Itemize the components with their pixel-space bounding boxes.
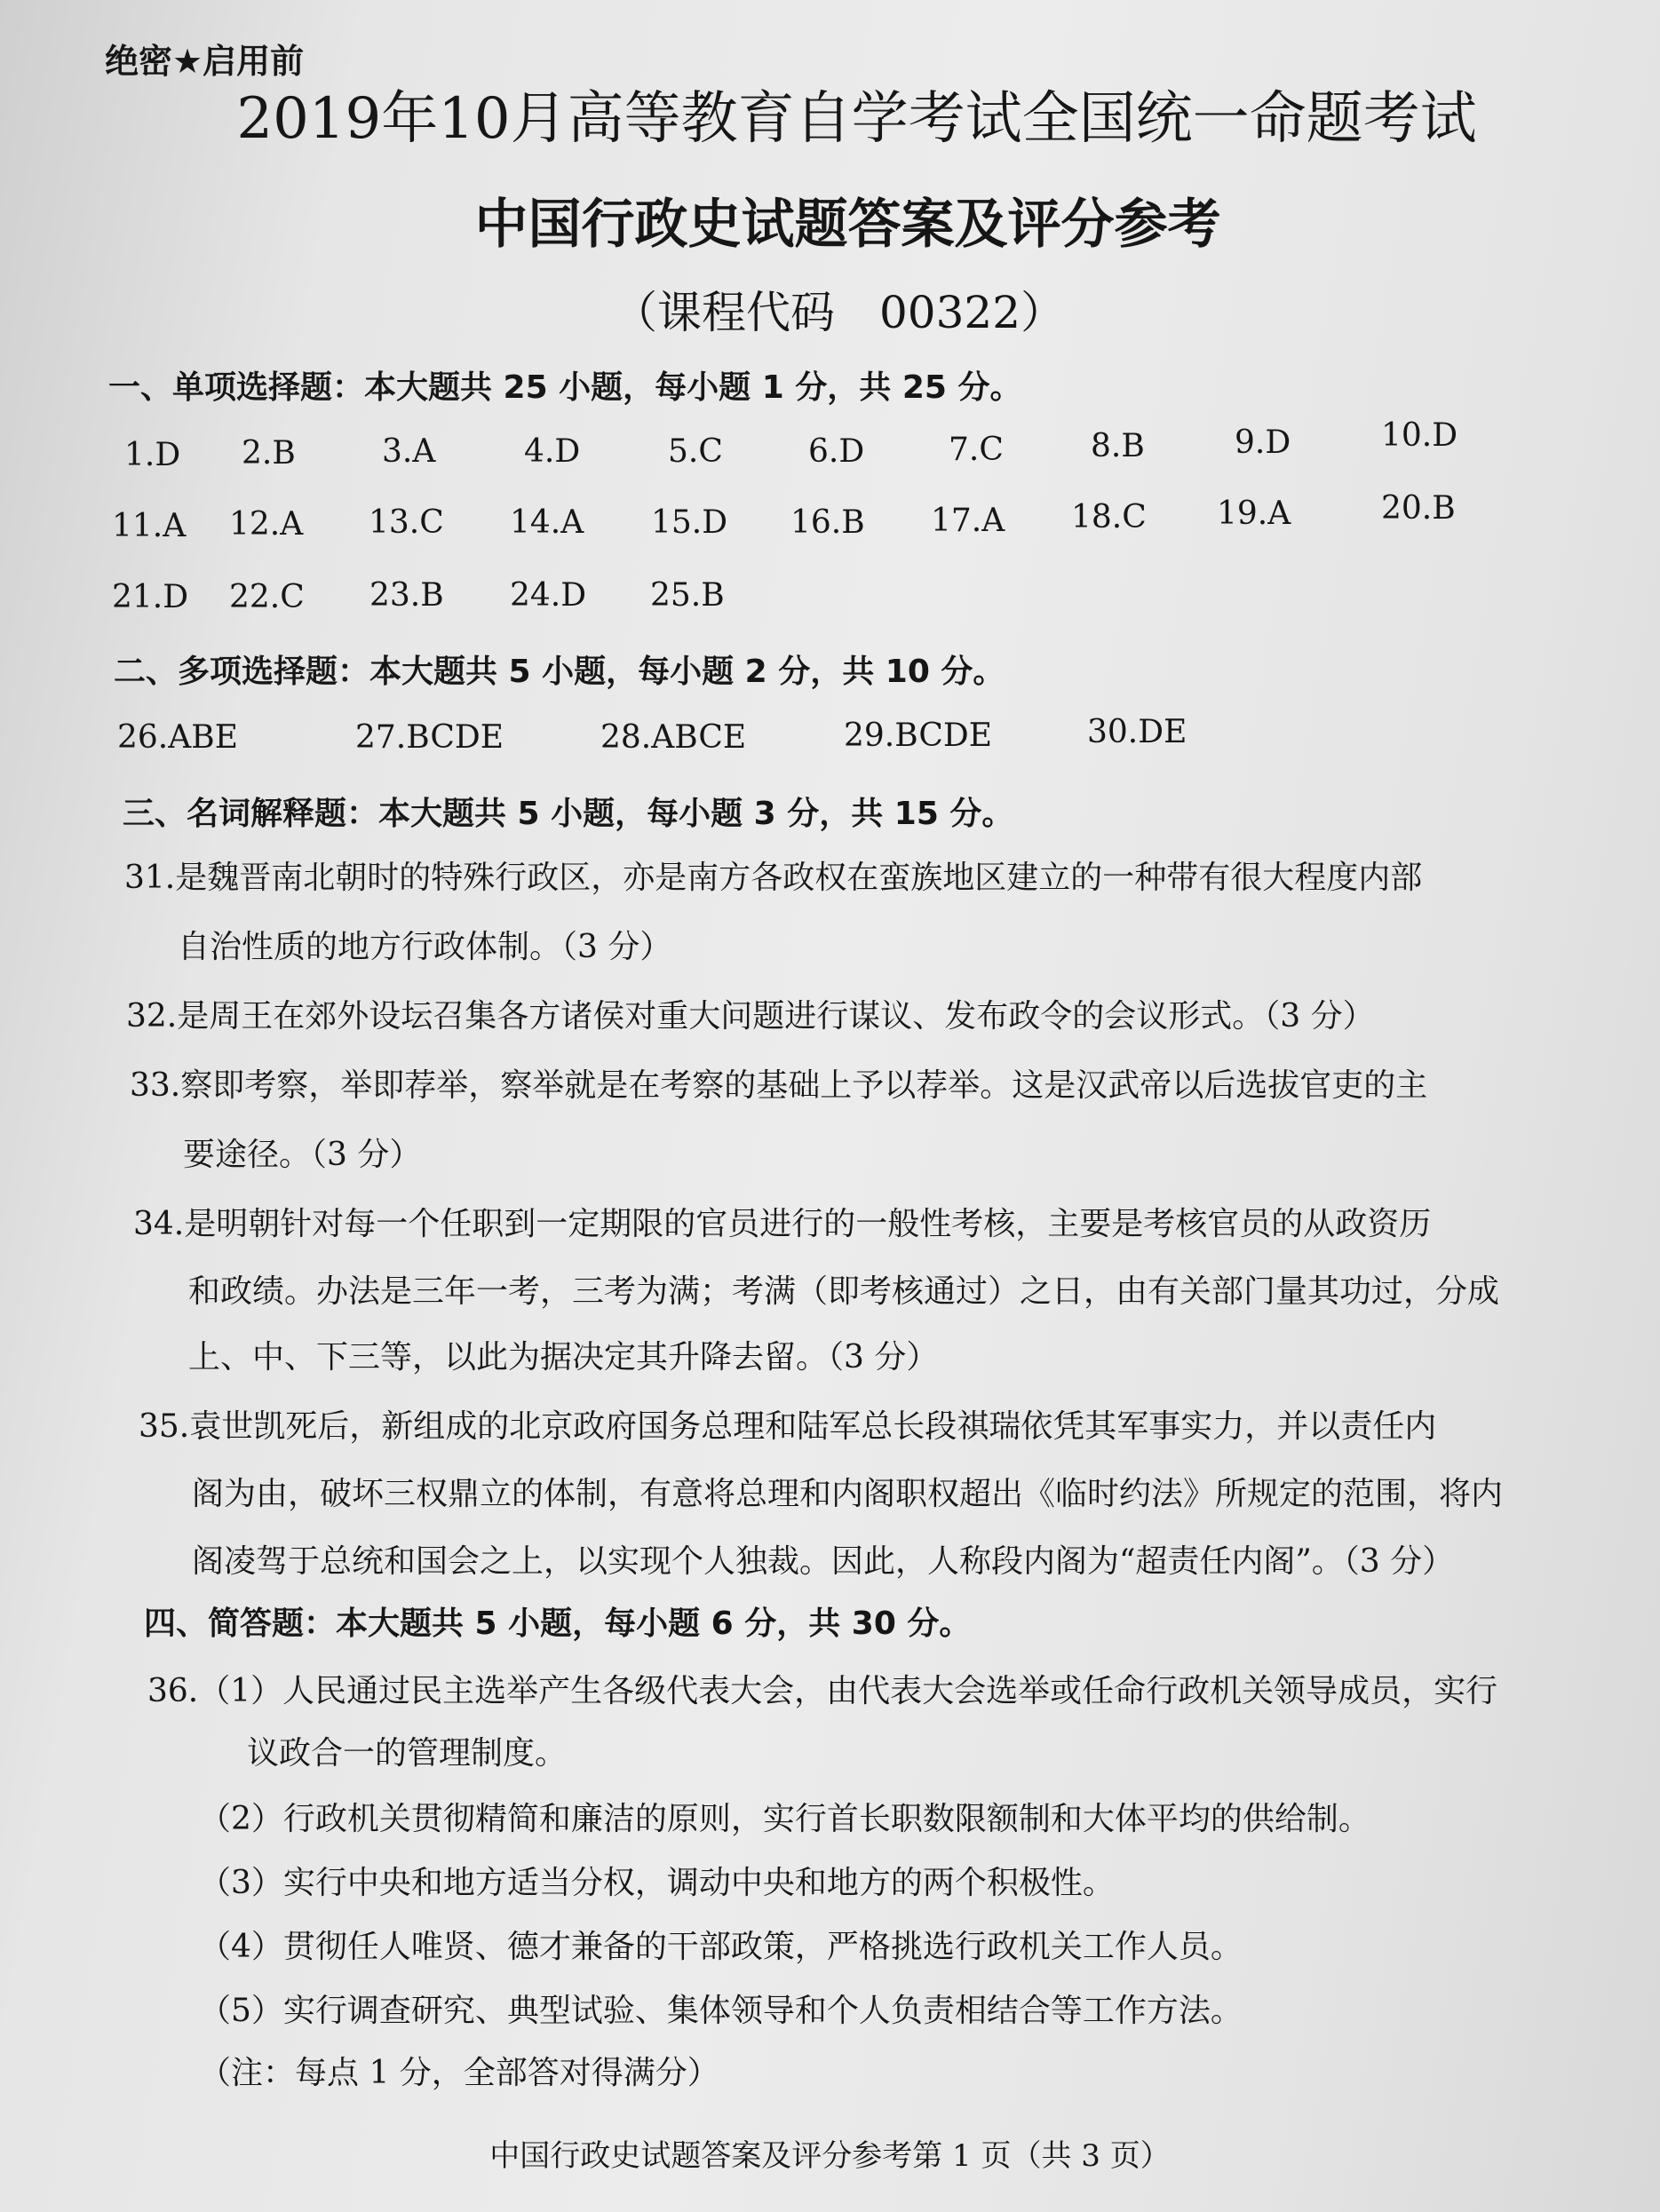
answer-36-point3: （3）实行中央和地方适当分权，调动中央和地方的两个积极性。 <box>199 1865 1115 1901</box>
answer-36-point1-line1: 36.（1）人民通过民主选举产生各级代表大会，由代表大会选举或任命行政机关领导成员，实行 <box>147 1673 1498 1709</box>
answer-35-line3: 阁凌驾于总统和国会之上，以实现个人独裁。因此，人称段内阁为“超责任内阁”。（3 分） <box>192 1543 1455 1580</box>
section1-heading: 一、单项选择题：本大题共 25 小题，每小题 1 分，共 25 分。 <box>108 369 1022 406</box>
answer-item: 21.D <box>112 579 189 615</box>
section3-heading: 三、名词解释题：本大题共 5 小题，每小题 3 分，共 15 分。 <box>123 796 1014 832</box>
course-code: （课程代码 00322） <box>612 287 1066 338</box>
answer-item: 1.D <box>124 437 181 473</box>
confidential-mark: 绝密★启用前 <box>105 42 305 81</box>
answer-item: 13.C <box>369 504 444 541</box>
answer-item: 4.D <box>524 433 581 470</box>
answer-item: 11.A <box>112 508 187 544</box>
answer-36-point4: （4）贯彻任人唯贤、德才兼备的干部政策，严格挑选行政机关工作人员。 <box>199 1929 1243 1965</box>
answer-item: 24.D <box>510 577 587 614</box>
answer-item: 26.ABE <box>117 719 238 756</box>
answer-item: 29.BCDE <box>844 718 993 754</box>
answer-item: 3.A <box>382 433 436 470</box>
answer-item: 5.C <box>668 433 723 470</box>
answer-item: 7.C <box>949 432 1004 468</box>
page-footer: 中国行政史试题答案及评分参考第 1 页（共 3 页） <box>489 2138 1171 2174</box>
answer-item: 9.D <box>1235 424 1291 461</box>
answer-31-line1: 31.是魏晋南北朝时的特殊行政区，亦是南方各政权在蛮族地区建立的一种带有很大程度内部 <box>124 860 1423 896</box>
section4-heading: 四、简答题：本大题共 5 小题，每小题 6 分，共 30 分。 <box>144 1605 972 1642</box>
answer-34-line1: 34.是明朝针对每一个任职到一定期限的官员进行的一般性考核，主要是考核官员的从政资历 <box>133 1206 1432 1242</box>
answer-item: 20.B <box>1381 490 1456 527</box>
answer-item: 8.B <box>1091 428 1145 464</box>
answer-item: 16.B <box>790 504 865 541</box>
answer-33-line1: 33.察即考察，举即荐举，察举就是在考察的基础上予以荐举。这是汉武帝以后选拔官吏的主 <box>130 1067 1428 1104</box>
answer-item: 22.C <box>229 579 305 615</box>
answer-item: 19.A <box>1217 496 1291 532</box>
answer-item: 2.B <box>242 435 296 472</box>
answer-item: 30.DE <box>1087 714 1187 750</box>
answer-32: 32.是周王在郊外设坛召集各方诸侯对重大问题进行谋议、发布政令的会议形式。（3 分） <box>126 998 1375 1035</box>
answer-item: 12.A <box>229 506 304 543</box>
answer-34-line3: 上、中、下三等，以此为据决定其升降去留。（3 分） <box>188 1339 939 1376</box>
answer-36-note: （注：每点 1 分，全部答对得满分） <box>199 2055 719 2091</box>
answer-item: 14.A <box>510 504 584 541</box>
answer-item: 25.B <box>650 577 725 614</box>
section2-heading: 二、多项选择题：本大题共 5 小题，每小题 2 分，共 10 分。 <box>114 654 1005 690</box>
answer-item: 27.BCDE <box>355 719 504 756</box>
answer-33-line2: 要途径。（3 分） <box>183 1137 422 1173</box>
answer-item: 6.D <box>808 433 865 470</box>
answer-item: 23.B <box>369 577 444 614</box>
answer-item: 10.D <box>1381 417 1458 454</box>
answer-36-point1-line2: 议政合一的管理制度。 <box>247 1735 568 1772</box>
answer-item: 17.A <box>931 503 1005 539</box>
answer-item: 15.D <box>651 504 728 541</box>
answer-35-line2: 阁为由，破坏三权鼎立的体制，有意将总理和内阁职权超出《临时约法》所规定的范围，将内 <box>192 1476 1504 1512</box>
exam-title: 2019年10月高等教育自学考试全国统一命题考试 <box>236 86 1477 152</box>
answer-34-line2: 和政绩。办法是三年一考，三考为满；考满（即考核通过）之日，由有关部门量其功过，分成 <box>188 1273 1500 1310</box>
answer-36-point2: （2）行政机关贯彻精简和廉洁的原则，实行首长职数限额制和大体平均的供给制。 <box>199 1801 1370 1837</box>
document-title: 中国行政史试题答案及评分参考 <box>474 194 1221 256</box>
answer-35-line1: 35.袁世凯死后，新组成的北京政府国务总理和陆军总长段祺瑞依凭其军事实力，并以责任内 <box>139 1408 1437 1445</box>
answer-31-line2: 自治性质的地方行政体制。（3 分） <box>178 929 672 965</box>
answer-36-point5: （5）实行调查研究、典型试验、集体领导和个人负责相结合等工作方法。 <box>199 1993 1243 2029</box>
answer-item: 28.ABCE <box>600 719 747 756</box>
answer-item: 18.C <box>1071 499 1147 535</box>
